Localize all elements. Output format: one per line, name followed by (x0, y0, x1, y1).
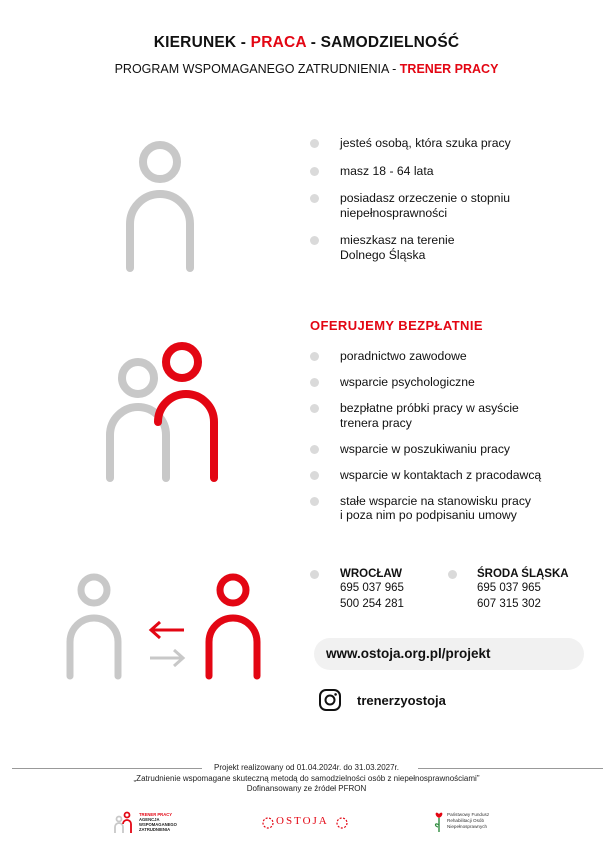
city-name: ŚRODA ŚLĄSKA (477, 568, 569, 580)
bullet-icon (448, 570, 457, 579)
phone-number[interactable]: 695 037 965 (340, 582, 404, 594)
list-item: masz 18 - 64 lata (310, 164, 511, 179)
footer-line: Dofinansowany ze źródeł PFRON (246, 784, 367, 793)
eligibility-list (310, 136, 511, 262)
page-title: KIERUNEK - PRACA - SAMODZIELNOŚĆ (153, 34, 460, 51)
list-item: wsparcie psychologiczne (310, 375, 541, 390)
instagram-handle[interactable]: trenerzyostoja (357, 693, 446, 708)
phone-number[interactable]: 607 315 302 (477, 598, 541, 610)
list-item: stałe wsparcie na stanowisku pracy i poza nim po podpisaniu umowy (310, 494, 541, 523)
logo-text: Rehabilitacji Osób (447, 818, 485, 823)
bullet-icon (310, 445, 319, 454)
phone-number[interactable]: 500 254 281 (340, 598, 404, 610)
logo-text: AGENCJA (139, 817, 160, 822)
website-link[interactable]: www.ostoja.org.pl/projekt (326, 646, 491, 661)
list-item: posiadasz orzeczenie o stopniu niepełnosprawności (310, 191, 511, 220)
offer-list (310, 349, 541, 523)
exchange-persons-icon (60, 572, 275, 682)
ostoja-logo (262, 812, 348, 834)
bullet-icon (310, 352, 319, 361)
trener-pracy-logo (113, 810, 193, 836)
logo-text: TRENER PRACY (139, 812, 173, 817)
bullet-icon (310, 404, 319, 413)
logo-text: OSTOJA (276, 815, 329, 827)
list-item: wsparcie w poszukiwaniu pracy (310, 442, 541, 457)
logo-text: ZATRUDNIENIA (139, 827, 171, 832)
list-item: mieszkasz na terenie Dolnego Śląska (310, 233, 511, 262)
bullet-icon (310, 167, 319, 176)
support-persons-icon (100, 340, 230, 485)
bullet-icon (310, 471, 319, 480)
city-name: WROCŁAW (340, 568, 402, 580)
list-item: wsparcie w kontaktach z pracodawcą (310, 468, 541, 483)
offer-heading: OFERUJEMY BEZPŁATNIE (310, 318, 483, 333)
list-item: jesteś osobą, która szuka pracy (310, 136, 511, 151)
pfron-logo (432, 808, 512, 836)
bullet-icon (310, 139, 319, 148)
footer-text (0, 763, 613, 795)
list-item: poradnictwo zawodowe (310, 349, 541, 364)
logo-text: Niepełnosprawnych (447, 824, 488, 829)
contact-sroda (477, 568, 569, 612)
bullet-icon (310, 194, 319, 203)
bullet-icon (310, 570, 319, 579)
arrow-right-icon (150, 650, 183, 666)
bullet-icon (310, 497, 319, 506)
arrow-left-icon (151, 622, 184, 638)
contact-wroclaw (340, 568, 404, 612)
logo-text: WSPOMAGANEGO (139, 822, 177, 827)
page-subtitle: PROGRAM WSPOMAGANEGO ZATRUDNIENIA - TRENER PRACY (114, 62, 499, 76)
instagram-icon[interactable] (318, 688, 342, 712)
bullet-icon (310, 236, 319, 245)
person-icon (110, 132, 210, 272)
logo-persons-icon (113, 810, 135, 834)
list-item: bezpłatne próbki pracy w asyście trenera pracy (310, 401, 541, 430)
bullet-icon (310, 378, 319, 387)
footer-line: „Zatrudnienie wspomagane skuteczną metodą do samodzielności osób z niepełnosprawnościami” (133, 773, 480, 783)
phone-number[interactable]: 695 037 965 (477, 582, 541, 594)
footer-line: Projekt realizowany od 01.04.2024r. do 31.03.2027r. (213, 763, 400, 772)
logo-text: Państwowy Fundusz (447, 812, 490, 817)
pfron-flower-icon (432, 808, 446, 834)
